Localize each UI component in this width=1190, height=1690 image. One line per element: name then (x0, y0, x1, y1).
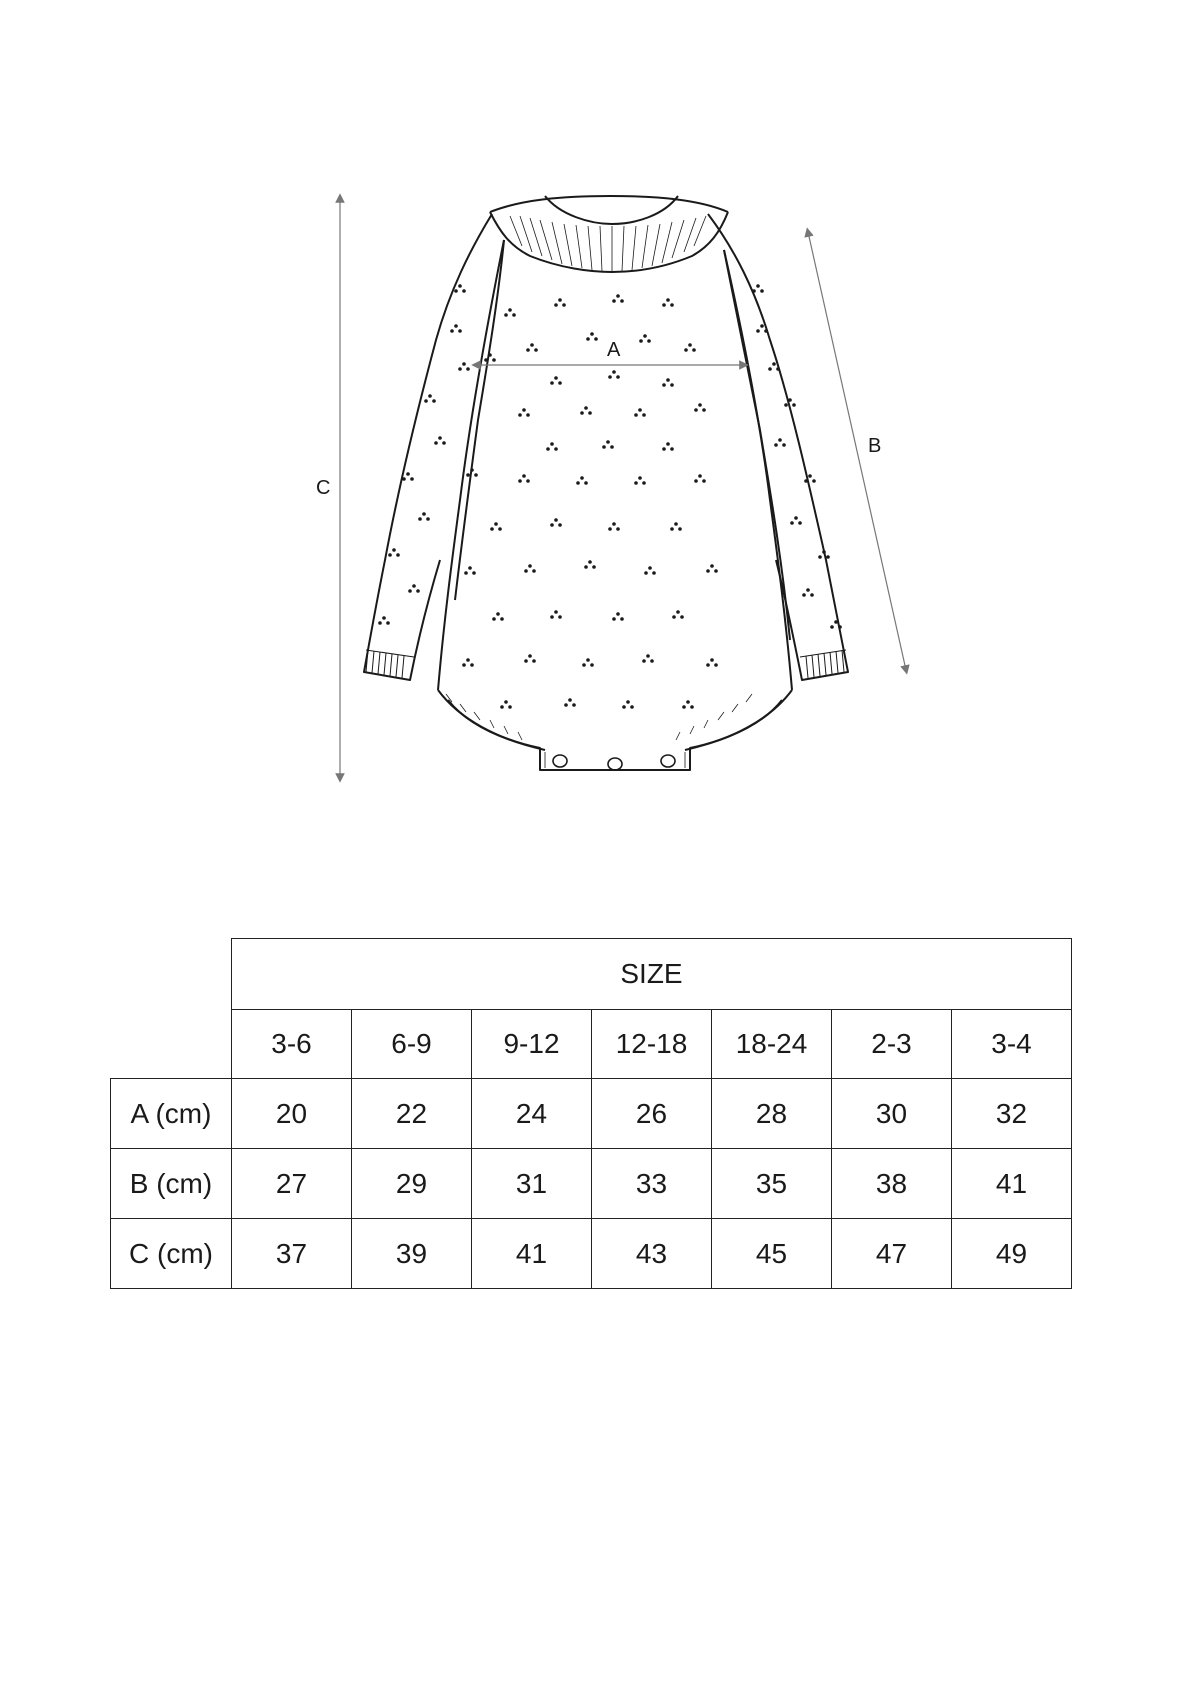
snap-button (553, 755, 567, 767)
table-cell: 26 (592, 1079, 712, 1149)
size-header-cell: 3-6 (232, 1010, 352, 1079)
table-cell: 39 (352, 1219, 472, 1289)
body-left-side (438, 240, 504, 690)
table-cell: 20 (232, 1079, 352, 1149)
table-cell: 35 (712, 1149, 832, 1219)
table-cell: 37 (232, 1219, 352, 1289)
table-row (111, 1149, 1072, 1219)
table-cell: 33 (592, 1149, 712, 1219)
garment-technical-drawing (0, 0, 1190, 820)
size-header-cell: 6-9 (352, 1010, 472, 1079)
table-title-row (111, 939, 1072, 1010)
table-cell: 30 (832, 1079, 952, 1149)
size-chart-table (110, 938, 1072, 1289)
right-sleeve (708, 214, 848, 680)
table-cell: 31 (472, 1149, 592, 1219)
measurement-b-label: B (868, 435, 882, 457)
table-cell: 47 (832, 1219, 952, 1289)
hem-ribbing (446, 694, 752, 768)
measurement-arrows (340, 198, 906, 778)
table-row (111, 1079, 1072, 1149)
snap-button (661, 755, 675, 767)
measurement-b-line (808, 232, 906, 670)
left-sleeve-inner (455, 240, 504, 600)
table-cell: 41 (952, 1149, 1072, 1219)
table-cell: 38 (832, 1149, 952, 1219)
measurement-c-label: C (316, 477, 331, 499)
size-header-cell: 12-18 (592, 1010, 712, 1079)
table-row (111, 1219, 1072, 1289)
row-label: B (cm) (111, 1149, 232, 1219)
table-cell: 28 (712, 1079, 832, 1149)
left-sleeve (364, 214, 492, 680)
table-cell: 43 (592, 1219, 712, 1289)
table-cell: 49 (952, 1219, 1072, 1289)
size-header-cell: 18-24 (712, 1010, 832, 1079)
measurement-a-label: A (607, 339, 621, 361)
snap-buttons (553, 755, 675, 770)
table-cell: 27 (232, 1149, 352, 1219)
size-header-cell: 9-12 (472, 1010, 592, 1079)
table-cell: 29 (352, 1149, 472, 1219)
romper-outline (364, 214, 848, 770)
size-header-row (111, 1010, 1072, 1079)
body-right-side (724, 250, 792, 690)
size-header-cell: 3-4 (952, 1010, 1072, 1079)
snap-button (608, 758, 622, 770)
table-cell: 24 (472, 1079, 592, 1149)
body-bottom-inner (448, 700, 782, 750)
table-cell: 41 (472, 1219, 592, 1289)
table-cell: 22 (352, 1079, 472, 1149)
table-cell: 45 (712, 1219, 832, 1289)
table-title: SIZE (232, 939, 1072, 1010)
table-corner-empty (111, 1010, 232, 1079)
row-label: C (cm) (111, 1219, 232, 1289)
table-cell: 32 (952, 1079, 1072, 1149)
size-header-cell: 2-3 (832, 1010, 952, 1079)
table-corner-empty (111, 939, 232, 1010)
row-label: A (cm) (111, 1079, 232, 1149)
